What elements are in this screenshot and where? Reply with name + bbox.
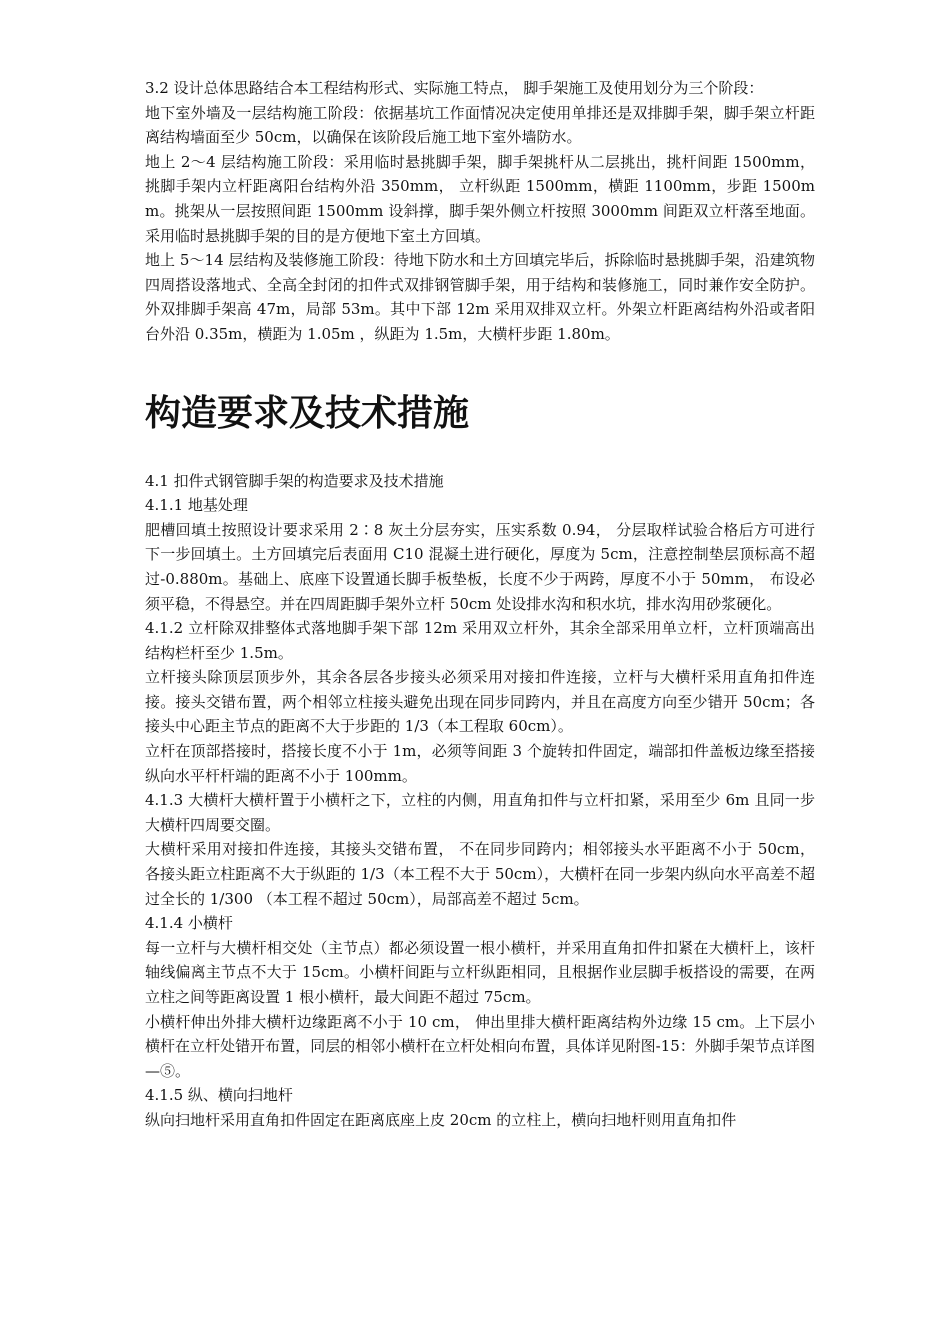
paragraph-stage-3: 地上 5～14 层结构及装修施工阶段：待地下防水和土方回填完毕后，拆除临时悬挑脚手架，沿建筑物四周搭设落地式、全高全封闭的扣件式双排钢管脚手架，用于结构和装修施工，同时兼作安全防护。外双排脚手架高 47m，局部 53m。其中下部 12m 采用双排双立杆。外架立杆距离结构外沿或者阳台外沿 0.35m，横距为 1.05m ，纵距为 1.5m，大横杆步距 1.80m。: [145, 251, 815, 343]
paragraph-4-1: 4.1 扣件式钢管脚手架的构造要求及技术措施: [145, 471, 444, 490]
paragraph-stage-2: 地上 2～4 层结构施工阶段：采用临时悬挑脚手架，脚手架挑杆从二层挑出，挑杆间距 1500mm， 挑脚手架内立杆距离阳台结构外沿 350mm， 立杆纵距 1500mm，横距 1100mm，步距 1500mm。挑架从一层按照间距 1500mm 设斜撑，脚手架外侧立杆按照 3000mm 间距双立杆落至地面。采用临时悬挑脚手架的目的是方便地下室土方回填。: [145, 152, 815, 245]
section-3-2: [145, 76, 815, 347]
section-heading: 构造要求及技术措施: [145, 392, 470, 434]
paragraph-4-1-2: 4.1.2 立杆除双排整体式落地脚手架下部 12m 采用双立杆外，其余全部采用单立杆，立杆顶端高出结构栏杆至少 1.5m。: [145, 619, 815, 662]
paragraph-4-1-3-joints: 大横杆采用对接扣件连接，其接头交错布置， 不在同步同跨内；相邻接头水平距离不小于 50cm， 各接头距立柱距离不大于纵距的 1/3（本工程不大于 50cm），大横杆在同一步架内纵向水平高差不超过全长的 1/300 （本工程不超过 50cm），局部高差不超过 5cm。: [145, 840, 815, 908]
paragraph-4-1-2-top: 立杆在顶部搭接时，搭接长度不小于 1m，必须等间距 3 个旋转扣件固定，端部扣件盖板边缘至搭接纵向水平杆杆端的距离不小于 100mm。: [145, 742, 815, 785]
paragraph-4-1-4-extend: 小横杆伸出外排大横杆边缘距离不小于 10 cm， 伸出里排大横杆距离结构外边缘 15 cm。上下层小横杆在立杆处错开布置，同层的相邻小横杆在立杆处相向布置，具体详见附图-15：外脚手架节点详图—⑤。: [145, 1012, 815, 1080]
paragraph-4-1-1-body: 肥槽回填土按照设计要求采用 2∶8 灰土分层夯实，压实系数 0.94， 分层取样试验合格后方可进行下一步回填土。土方回填完后表面用 C10 混凝土进行硬化，厚度为 5cm，注意控制垫层顶标高不超过-0.880m。基础上、底座下设置通长脚手板垫板，长度不少于两跨，厚度不小于 50mm， 布设必须平稳，不得悬空。并在四周距脚手架外立杆 50cm 处设排水沟和积水坑，排水沟用砂浆硬化。: [145, 520, 815, 613]
paragraph-3-2-title: 3.2 设计总体思路结合本工程结构形式、实际施工特点， 脚手架施工及使用划分为三个阶段：: [145, 79, 764, 97]
paragraph-4-1-5-body: 纵向扫地杆采用直角扣件固定在距离底座上皮 20cm 的立柱上，横向扫地杆则用直角扣件: [145, 1110, 737, 1129]
section-4: [145, 469, 815, 1133]
paragraph-stage-1: 地下室外墙及一层结构施工阶段：依据基坑工作面情况决定使用单排还是双排脚手架，脚手架立杆距离结构墙面至少 50cm，以确保在该阶段后施工地下室外墙防水。: [145, 103, 815, 147]
paragraph-4-1-3: 4.1.3 大横杆大横杆置于小横杆之下，立柱的内侧，用直角扣件与立杆扣紧，采用至少 6m 且同一步大横杆四周要交圈。: [145, 791, 815, 834]
paragraph-4-1-4-body: 每一立杆与大横杆相交处（主节点）都必须设置一根小横杆，并采用直角扣件扣紧在大横杆上，该杆轴线偏离主节点不大于 15cm。小横杆间距与立杆纵距相同，且根据作业层脚手板搭设的需要，在两立柱之间等距离设置 1 根小横杆，最大间距不超过 75cm。: [145, 938, 815, 1006]
paragraph-4-1-5-title: 4.1.5 纵、横向扫地杆: [145, 1086, 293, 1105]
paragraph-4-1-2-joints: 立杆接头除顶层顶步外，其余各层各步接头必须采用对接扣件连接，立杆与大横杆采用直角扣件连接。接头交错布置，两个相邻立柱接头避免出现在同步同跨内，并且在高度方向至少错开 50cm；各接头中心距主节点的距离不大于步距的 1/3（本工程取 60cm）。: [145, 668, 815, 736]
document-page: [145, 76, 815, 1133]
paragraph-4-1-4-title: 4.1.4 小横杆: [145, 914, 233, 933]
paragraph-4-1-1-title: 4.1.1 地基处理: [145, 496, 248, 515]
